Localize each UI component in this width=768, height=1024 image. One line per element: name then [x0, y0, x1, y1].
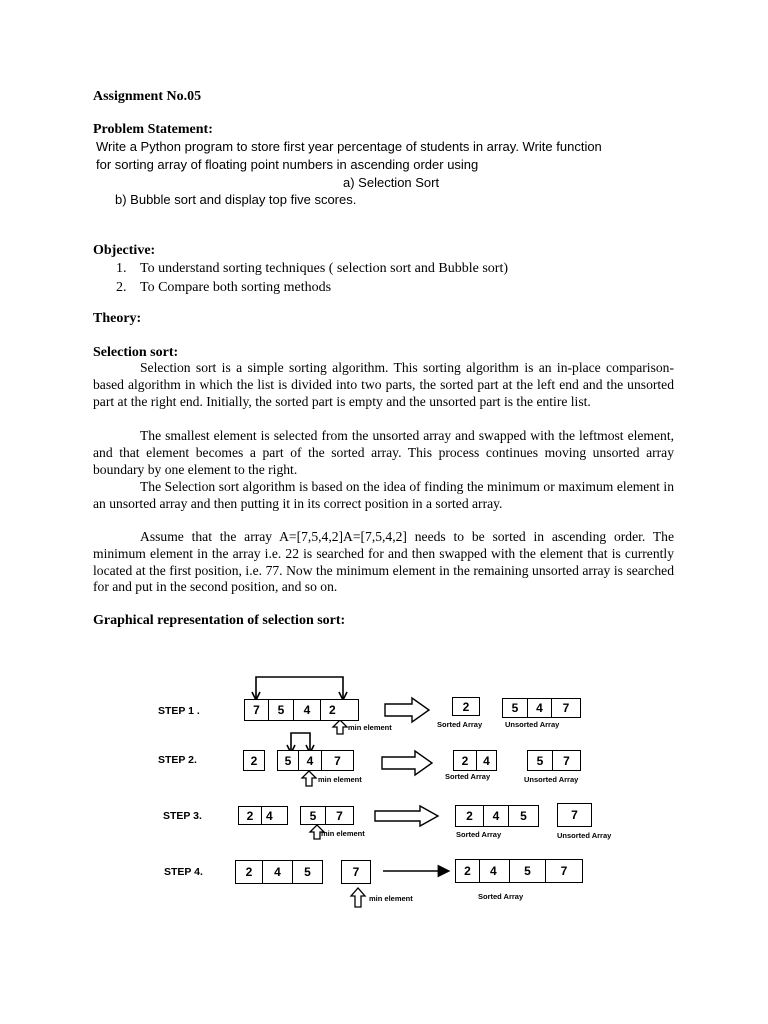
problem-line-1: Write a Python program to store first year percentage of students in array. Write function: [96, 139, 602, 154]
sorted-cell: 5: [293, 860, 323, 884]
objective-item-number: 2.: [116, 280, 127, 295]
array-cell: 4: [294, 699, 321, 721]
min-element-label: min element: [321, 829, 365, 838]
right-arrow-icon: [385, 698, 429, 722]
problem-option-b: b) Bubble sort and display top five scores.: [115, 192, 357, 207]
objective-heading: Objective:: [93, 243, 156, 258]
sorted-cell: 4: [484, 805, 509, 827]
selection-sort-paragraph-2: The smallest element is selected from the unsorted array and swapped with the leftmost element, and that element becomes a part of the sorted array. This process continues moving unsorted array boundary by one element to the right.: [93, 428, 674, 477]
assignment-title: Assignment No.05: [93, 89, 202, 104]
selection-sort-paragraph-4: Assume that the array A=[7,5,4,2]A=[7,5,4,2] needs to be sorted in ascending order. The minimum element in the array i.e. 22 is searched for and then swapped with the element that is currently located at the first position, i.e. 77. Now the minimum element in the remaining unsorted array is searched for and put in the second position, and so on.: [93, 529, 674, 595]
sorted-cell: 2: [453, 750, 477, 771]
problem-option-a: a) Selection Sort: [343, 175, 440, 190]
unsorted-cell: 5: [527, 750, 553, 771]
sorted-cell: 2: [243, 750, 265, 771]
step-label: STEP 3.: [163, 810, 202, 822]
selection-sort-paragraph-3: The Selection sort algorithm is based on the idea of finding the minimum or maximum element in an unsorted array and then putting it in its correct position in a sorted array.: [93, 479, 674, 511]
step-label: STEP 4.: [164, 866, 203, 878]
right-arrow-icon: [382, 751, 432, 775]
unsorted-cell: 4: [528, 698, 552, 718]
unsorted-cell: 5: [502, 698, 528, 718]
min-element-label: min element: [348, 723, 392, 732]
unsorted-cell: 7: [552, 698, 581, 718]
problem-line-2: for sorting array of floating point numbers in ascending order using: [96, 157, 479, 172]
sorted-cell: 5: [509, 805, 539, 827]
array-cell: 7: [326, 806, 354, 825]
min-element-label: min element: [318, 775, 362, 784]
sorted-cell: 2: [238, 806, 262, 825]
array-cell: 2: [321, 699, 359, 721]
sorted-cell: 2: [235, 860, 263, 884]
objective-item-number: 1.: [116, 261, 127, 276]
sorted-cell: 2: [455, 859, 480, 883]
up-arrow-icon: [351, 888, 365, 907]
sorted-cell: 4: [262, 806, 288, 825]
right-arrow-icon: [375, 806, 438, 826]
sorted-array-label: Sorted Array: [478, 892, 524, 901]
sorted-array-label: Sorted Array: [445, 772, 491, 781]
unsorted-array-label: Unsorted Array: [505, 720, 560, 729]
array-cell: 5: [277, 750, 299, 771]
selection-sort-heading: Selection sort:: [93, 345, 179, 360]
objective-item-text: To Compare both sorting methods: [140, 280, 332, 295]
sorted-cell: 4: [480, 859, 510, 883]
unsorted-cell: 7: [557, 803, 592, 827]
sorted-cell: 7: [546, 859, 583, 883]
selection-sort-paragraph-1: Selection sort is a simple sorting algorithm. This sorting algorithm is an in-place comparison-based algorithm in which the list is divided into two parts, the sorted part at the left end and the unsorted part at the right end. Initially, the sorted part is empty and the unsorted part is the entire list.: [93, 360, 674, 409]
array-cell: 4: [299, 750, 322, 771]
sorted-cell: 2: [455, 805, 484, 827]
sorted-array-label: Sorted Array: [456, 830, 502, 839]
graphical-heading: Graphical representation of selection sort:: [93, 613, 346, 628]
objective-item-text: To understand sorting techniques ( selection sort and Bubble sort): [140, 261, 508, 276]
sorted-array-label: Sorted Array: [437, 720, 483, 729]
problem-heading: Problem Statement:: [93, 122, 213, 137]
array-cell: 7: [341, 860, 371, 884]
sorted-cell: 2: [452, 697, 480, 716]
array-cell: 5: [269, 699, 294, 721]
array-cell: 7: [244, 699, 269, 721]
array-cell: 7: [322, 750, 354, 771]
up-arrow-icon: [333, 720, 347, 734]
min-element-label: min element: [369, 894, 413, 903]
unsorted-array-label: Unsorted Array: [557, 831, 612, 840]
unsorted-cell: 7: [553, 750, 581, 771]
array-cell: 5: [300, 806, 326, 825]
theory-heading: Theory:: [93, 311, 142, 326]
sorted-cell: 4: [263, 860, 293, 884]
up-arrow-icon: [302, 771, 316, 786]
unsorted-array-label: Unsorted Array: [524, 775, 579, 784]
sorted-cell: 4: [477, 750, 497, 771]
swap-bracket-icon: [256, 677, 343, 698]
sorted-cell: 5: [510, 859, 546, 883]
step-label: STEP 1 .: [158, 705, 200, 717]
step-label: STEP 2.: [158, 754, 197, 766]
